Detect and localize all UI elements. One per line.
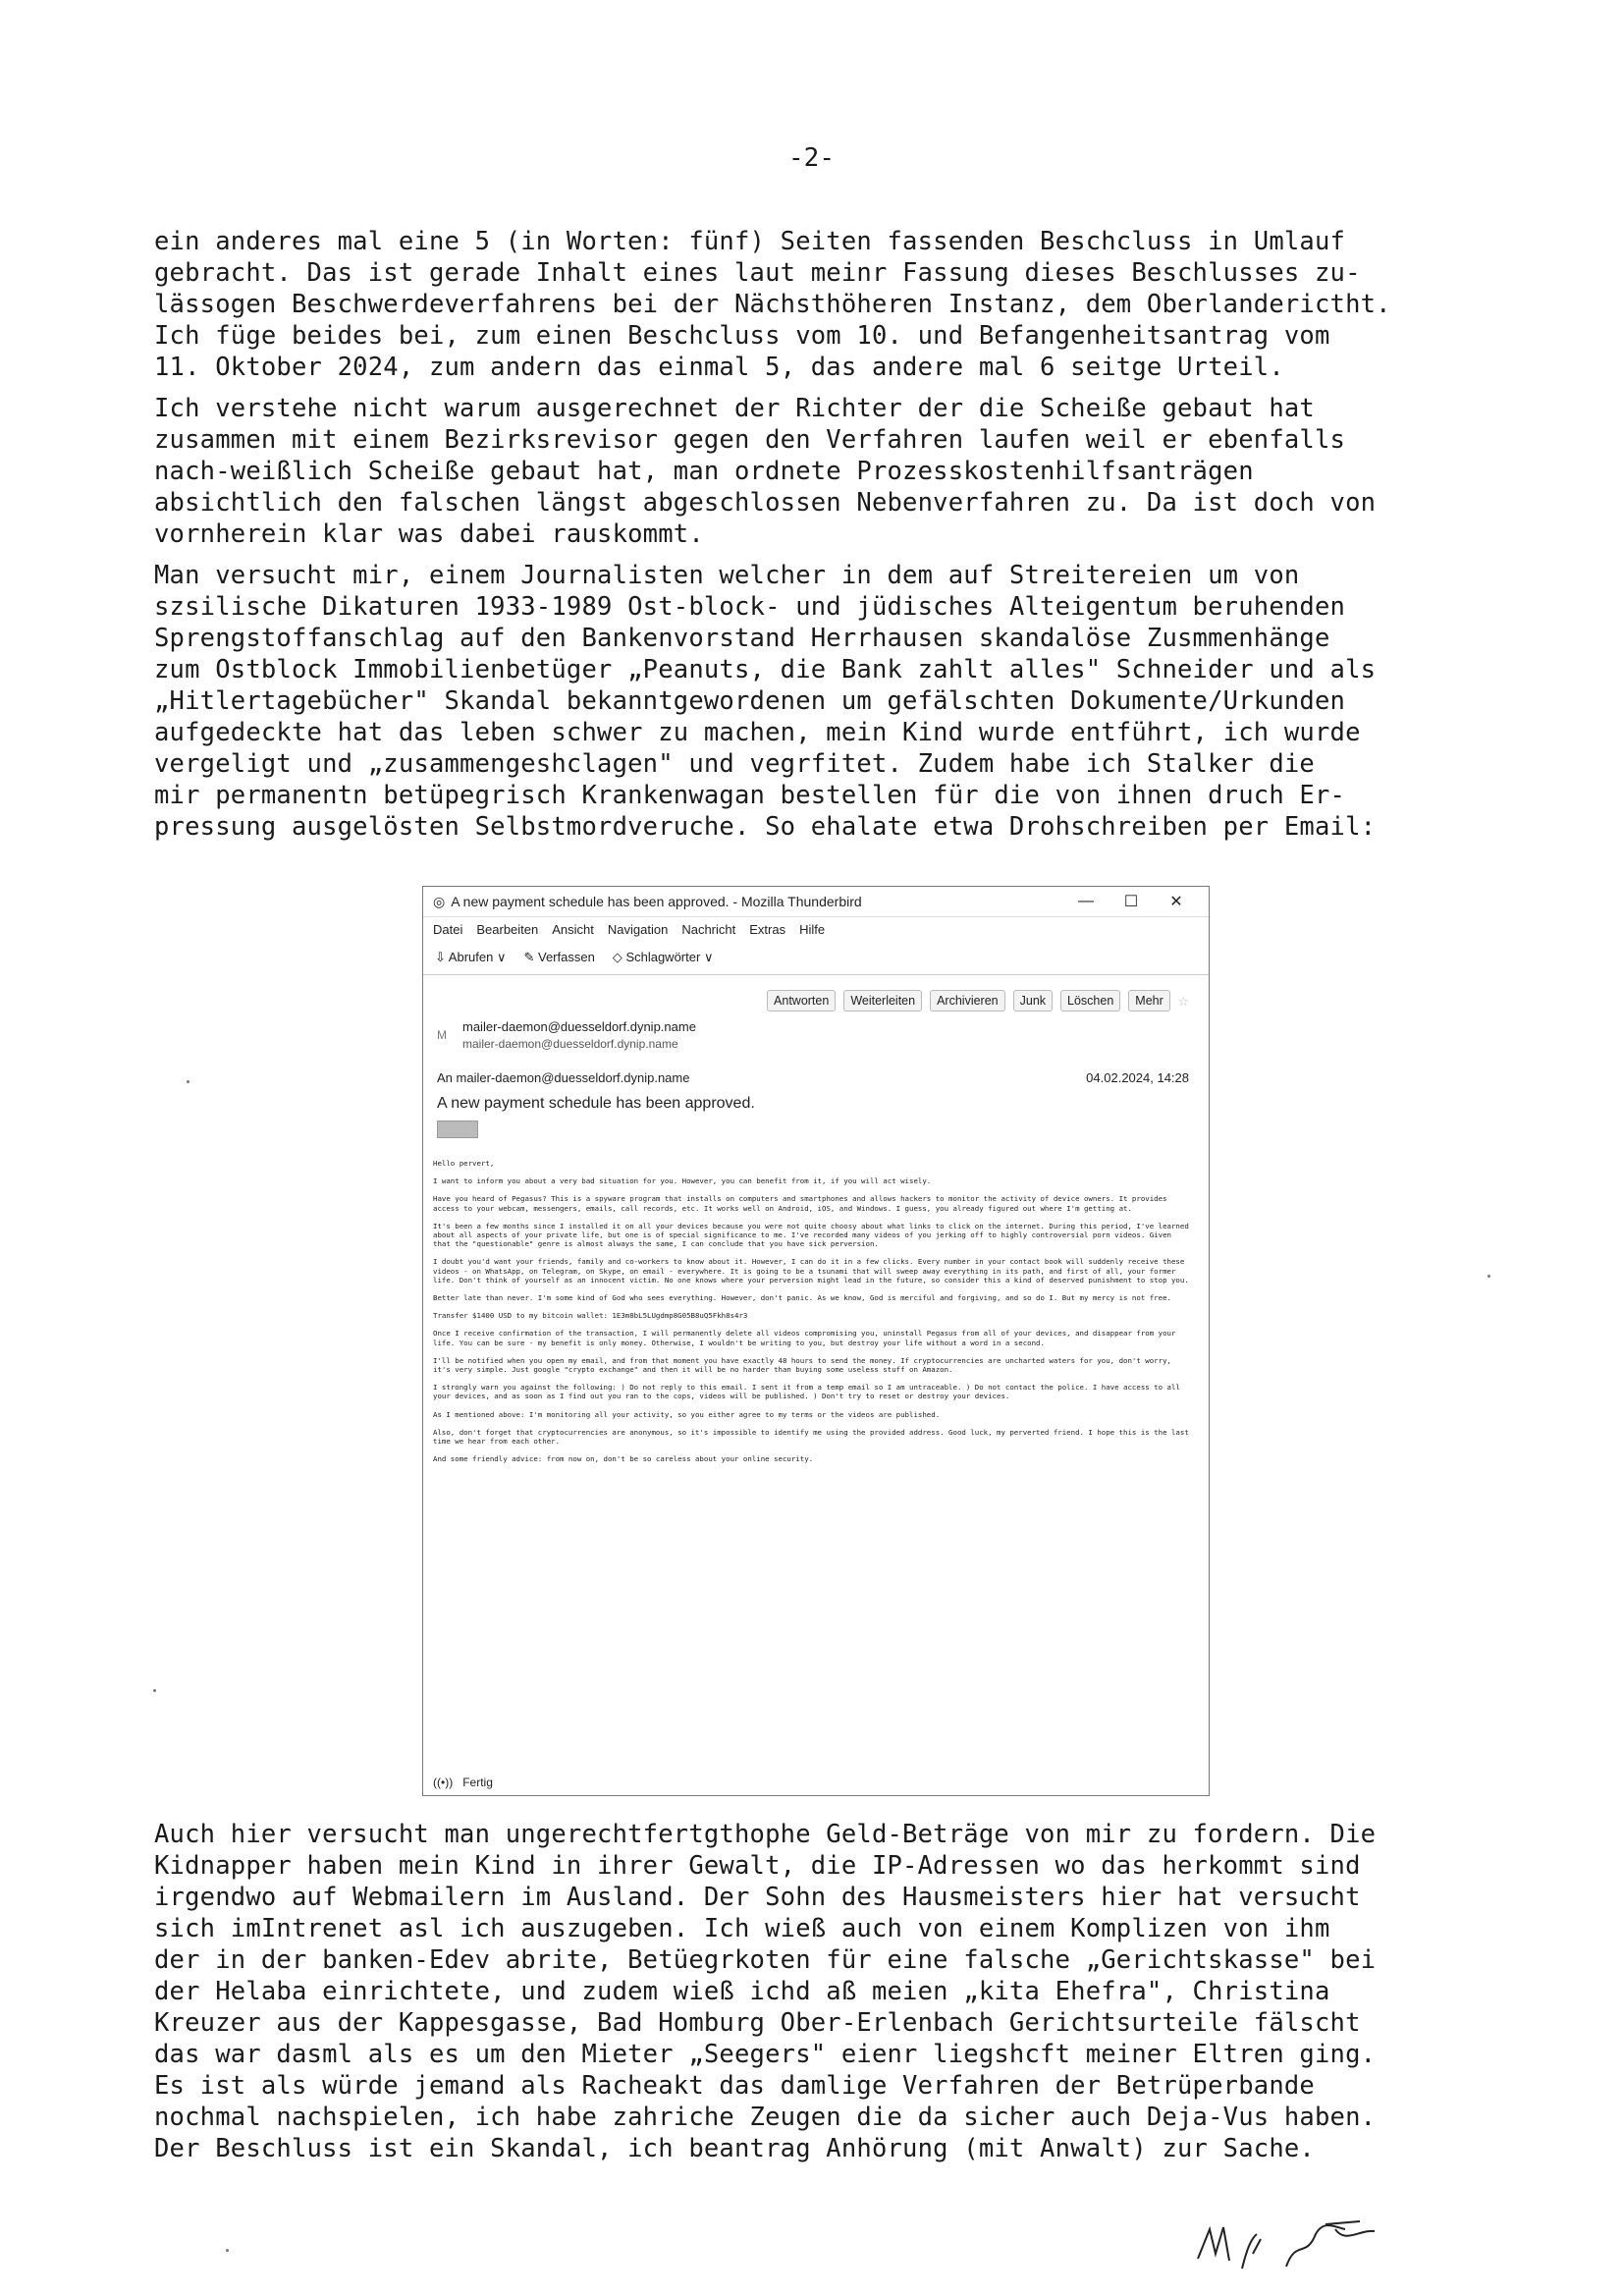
menu-datei[interactable]: Datei (433, 921, 463, 937)
text-line: nochmal nachspielen, ich habe zahriche Zeugen die da sicher auch Deja-Vus haben. (154, 2103, 1377, 2132)
scan-speck (1488, 1275, 1490, 1278)
menu-bar (423, 917, 1209, 941)
email-paragraph: I'll be notified when you open my email, and from that moment you have exactly 48 hours to send the money. If cryptocurrencies are uncharted waters for you, don't worry, it's very simple. Just google "crypto exchange" and then it will be no harder than buying some useless stuff on Amazon. (433, 1355, 1171, 1375)
menu-ansicht[interactable]: Ansicht (552, 921, 594, 937)
email-paragraph: Have you heard of Pegasus? This is a spyware program that installs on computers and smartphones and allows hackers to monitor the activity of device owners. It provides access to your webcam, messengers, emails, call records, etc. It works well on Android, iOS, and Windows. I guess, you already figured out where I'm getting at. (433, 1194, 1167, 1213)
menu-navigation[interactable]: Navigation (607, 921, 669, 937)
text-line: Auch hier versucht man ungerechtfertgthophe Geld-Beträge von mir zu fordern. Die (154, 1820, 1377, 1849)
to-label: An (437, 1070, 453, 1085)
text-line: Kidnapper haben mein Kind in ihrer Gewalt, die IP-Adressen wo das herkommt sind (154, 1851, 1361, 1881)
email-paragraph: Once I receive confirmation of the transaction, I will permanently delete all videos compromising you, uninstall Pegasus from all of your devices, and disappear from your life. You can be sure - my benefit is only money. Otherwise, I wouldn't be writing to you, but destroy your life without a word in a second. (433, 1329, 1176, 1347)
menu-nachricht[interactable]: Nachricht (681, 921, 736, 937)
paragraph (154, 226, 1489, 383)
star-icon[interactable]: ☆ (1177, 994, 1189, 1009)
scan-speck (226, 2249, 229, 2252)
delete-button[interactable]: Löschen (1060, 990, 1120, 1011)
text-line: irgendwo auf Webmailern im Ausland. Der Sohn des Hausmeisters hier hat versucht (154, 1883, 1361, 1912)
from-row (437, 1018, 1209, 1053)
message-subject: A new payment schedule has been approved. (437, 1095, 755, 1112)
text-line: nach-weißlich Scheiße gebaut hat, man ordnete Prozesskostenhilfsanträgen (154, 457, 1254, 486)
text-line: der Helaba einrichtete, und zudem wieß ichd aß meien „kita Ehefra", Christina (154, 1977, 1330, 2006)
reply-button[interactable]: Antworten (767, 990, 836, 1011)
text-line: zum Ostblock Immobilienbetüger „Peanuts, die Bank zahlt alles" Schneider und als (154, 655, 1377, 684)
text-line: Der Beschluss ist ein Skandal, ich beantrag Anhörung (mit Anwalt) zur Sache. (154, 2134, 1315, 2163)
abrufen-label: Abrufen (448, 950, 494, 964)
text-line: Sprengstoffanschlag auf den Bankenvorstand Herrhausen skandalöse Zusmmenhänge (154, 624, 1330, 653)
status-bar (433, 1776, 493, 1789)
email-paragraph: Also, don't forget that cryptocurrencies are anonymous, so it's impossible to identify me using the provided address. Good luck, my perverted friend. I hope this is the last time we hear from each other. (433, 1427, 1189, 1447)
text-line: aufgedeckte hat das leben schwer zu machen, mein Kind wurde entführt, ich wurde (154, 718, 1361, 747)
message-body (433, 1159, 1191, 1463)
schlagwoerter-label: Schlagwörter (625, 950, 701, 964)
text-line: ein anderes mal eine 5 (in Worten: fünf) Seiten fassenden Beschcluss in Umlauf (154, 227, 1346, 256)
verfassen-label: Verfassen (538, 950, 595, 964)
text-line: Ich füge beides bei, zum einen Beschcluss vom 10. und Befangenheitsantrag vom (154, 321, 1330, 351)
letter-body-bottom (154, 1819, 1489, 2174)
schlagwoerter-button[interactable]: ◇ Schlagwörter ∨ (612, 950, 714, 964)
email-paragraph: As I mentioned above: I'm monitoring all your activity, so you either agree to my terms or the videos are published. (433, 1409, 941, 1419)
text-line: absichtlich den falschen längst abgeschlossen Nebenverfahren zu. Da ist doch von (154, 488, 1377, 518)
email-paragraph: Hello pervert, (433, 1159, 495, 1168)
text-line: 11. Oktober 2024, zum andern das einmal 5, das andere mal 6 seitge Urteil. (154, 353, 1284, 382)
text-line: Ich verstehe nicht warum ausgerechnet der Richter der die Scheiße gebaut hat (154, 394, 1315, 423)
abrufen-button[interactable]: ⇩ Abrufen ∨ (435, 950, 507, 964)
text-line: lässogen Beschwerdeverfahrens bei der Nächsthöheren Instanz, dem Oberlanderictht. (154, 290, 1391, 319)
scan-speck (153, 1689, 156, 1692)
scan-speck (187, 1080, 189, 1083)
message-actions (423, 985, 1209, 1016)
window-title: A new payment schedule has been approved. - Mozilla Thunderbird (451, 894, 862, 909)
to-row (437, 1070, 1189, 1085)
text-line: Man versucht mir, einem Journalisten welcher in dem auf Streitereien um von (154, 561, 1300, 590)
menu-hilfe[interactable]: Hilfe (799, 921, 826, 937)
text-line: sich imIntrenet asl ich auszugeben. Ich wieß auch von einem Komplizen von ihm (154, 1914, 1330, 1943)
forward-button[interactable]: Weiterleiten (843, 990, 922, 1011)
message-date: 04.02.2024, 14:28 (1086, 1070, 1189, 1085)
email-paragraph: Better late than never. I'm some kind of God who sees everything. However, don't panic. As we know, God is merciful and forgiving, and so do I. But my mercy is not free. (433, 1293, 1171, 1303)
maximize-button[interactable]: ☐ (1123, 894, 1139, 910)
email-screenshot (422, 886, 1210, 1796)
minimize-button[interactable]: — (1078, 893, 1094, 909)
menu-extras[interactable]: Extras (749, 921, 786, 937)
text-line: mir permanentn betüpegrisch Krankenwagan bestellen für die von ihnen druch Er- (154, 781, 1346, 810)
text-line: der in der banken-Edev abrite, Betüegrkoten für eine falsche „Gerichtskasse" bei (154, 1945, 1377, 1975)
from-name[interactable]: mailer-daemon@duesseldorf.dynip.name (462, 1019, 696, 1034)
to-address[interactable]: mailer-daemon@duesseldorf.dynip.name (456, 1070, 690, 1085)
text-line: vergeligt und „zusammengeshclagen" und vegrfitet. Zudem habe ich Stalker die (154, 749, 1315, 779)
tag-badge (437, 1121, 478, 1138)
avatar: M (437, 1028, 447, 1042)
menu-bearbeiten[interactable]: Bearbeiten (476, 921, 539, 937)
close-button[interactable]: ✕ (1169, 894, 1183, 910)
email-paragraph: And some friendly advice: from now on, don't be so careless about your online security. (433, 1454, 814, 1464)
email-paragraph: It's been a few months since I installed it on all your devices because you were not quite choosy about what links to click on the internet. During this period, I've learned about all aspects of your private life, but one is of special significance to me. I've recorded many videos of you jerking off to highly controversial porn videos. Given that the "questionable" genre is almost always the same, I can conclude that you have sick perversion. (433, 1221, 1189, 1249)
junk-button[interactable]: Junk (1013, 990, 1053, 1011)
text-line: das war dasml als es um den Mieter „Seegers" eienr liegshcft meiner Eltren ging. (154, 2040, 1377, 2069)
page-number: -2- (788, 143, 835, 173)
email-paragraph: I doubt you'd want your friends, family and co-workers to know about it. However, I can do it in a few clicks. Every number in your contact book will suddenly receive these videos - on WhatsApp, on Telegram, on Skype, on email - everywhere. It is going to be a tsunami that will sweep away everything in its path, and first of all, your former life. Don't think of yourself as an innocent victim. No one knows where your perversion might lead in the future, so consider this a kind of deserved punishment to stop you. (433, 1257, 1189, 1285)
email-paragraph: I want to inform you about a very bad situation for you. However, you can benefit from it, if you will act wisely. (433, 1176, 932, 1186)
text-line: zusammen mit einem Bezirksrevisor gegen den Verfahren laufen weil er ebenfalls (154, 425, 1346, 455)
paragraph (154, 1819, 1489, 2164)
chevron-down-icon: ∨ (496, 950, 507, 964)
text-line: pressung ausgelösten Selbstmordveruche. So ehalate etwa Drohschreiben per Email: (154, 812, 1377, 842)
text-line: „Hitlertagebücher" Skandal bekanntgewordenen um gefälschten Dokumente/Urkunden (154, 686, 1346, 716)
more-button[interactable]: Mehr (1128, 990, 1169, 1011)
text-line: szsilische Dikaturen 1933-1989 Ost-block- und jüdisches Alteigentum beruhenden (154, 592, 1346, 622)
status-text: Fertig (462, 1776, 493, 1789)
archive-button[interactable]: Archivieren (930, 990, 1005, 1011)
text-line: Kreuzer aus der Kappesgasse, Bad Homburg Ober-Erlenbach Gerichtsurteile fälscht (154, 2008, 1361, 2038)
text-line: vornherein klar was dabei rauskommt. (154, 519, 704, 549)
letter-body-top (154, 226, 1489, 852)
chevron-down-icon: ∨ (703, 950, 714, 964)
window-titlebar (423, 887, 1209, 917)
text-line: Es ist als würde jemand als Racheakt das damlige Verfahren der Betrüperbande (154, 2071, 1315, 2101)
paragraph (154, 393, 1489, 550)
email-paragraph: Transfer $1400 USD to my bitcoin wallet: 1E3m8bL5LUgdmp8G05B8uQ5Fkh8s4r3 (433, 1311, 748, 1321)
verfassen-button[interactable]: ✎ Verfassen (523, 950, 595, 964)
handwritten-signature (1188, 2200, 1483, 2278)
activity-icon: ((•)) (433, 1776, 454, 1789)
toolbar (423, 941, 1209, 975)
text-line: gebracht. Das ist gerade Inhalt eines laut meinr Fassung dieses Beschlusses zu- (154, 258, 1361, 288)
from-address: mailer-daemon@duesseldorf.dynip.name (462, 1037, 678, 1051)
email-paragraph: I strongly warn you against the following: ) Do not reply to this email. I sent it from a temp email so I am untraceable. ) Do not contact the police. I have access to all your devices, and as soon as I find out you ran to the cops, videos will be published. ) Don't try to reset or destroy your devices. (433, 1383, 1180, 1401)
thunderbird-icon: ◎ (433, 893, 446, 909)
paragraph (154, 560, 1489, 843)
